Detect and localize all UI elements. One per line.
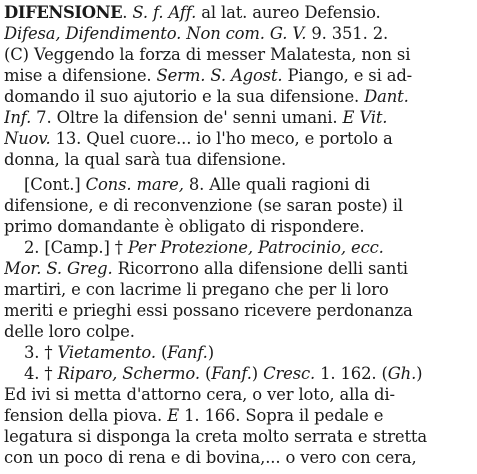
text-line bbox=[4, 215, 473, 238]
text-line bbox=[4, 299, 473, 322]
headword: DIFENSIONE bbox=[4, 3, 123, 22]
text-segment: martiri, e con lacrime li pregano che per li loro bbox=[4, 280, 389, 299]
text-segment: 8. Alle quali ragioni di bbox=[183, 175, 370, 194]
text-line bbox=[4, 106, 473, 129]
text-segment: [Cont.] bbox=[24, 175, 86, 194]
text-segment: donna, la qual sarà tua difensione. bbox=[4, 150, 287, 169]
text-segment: 13. Quel cuore... io l'ho meco, e portolo a bbox=[50, 129, 393, 148]
text-segment: difensione, e di reconvenzione (se saran poste) il bbox=[4, 196, 403, 215]
text-segment: Vietamento. bbox=[57, 343, 156, 362]
text-segment: (C) Veggendo la forza di messer Malatesta, non si bbox=[4, 45, 411, 64]
text-line bbox=[4, 85, 473, 108]
text-line bbox=[4, 64, 473, 87]
text-segment: domando il suo ajutorio e la sua difensione. bbox=[4, 87, 365, 106]
text-segment: Dant. bbox=[364, 87, 409, 106]
text-segment: ( bbox=[155, 343, 168, 362]
text-segment: Ricorrono alla difensione delli santi bbox=[112, 259, 408, 278]
text-segment: ) bbox=[207, 343, 214, 362]
text-segment: Difesa, Difendimento. Non com. G. V. bbox=[4, 24, 307, 43]
text-line bbox=[4, 22, 473, 45]
text-line bbox=[4, 341, 473, 364]
text-segment: S. f. Aff. bbox=[132, 3, 197, 22]
text-segment: fension della piova. bbox=[4, 406, 168, 425]
text-line bbox=[4, 383, 473, 406]
text-segment: Fanf. bbox=[167, 343, 208, 362]
text-segment: Serm. S. Agost. bbox=[156, 66, 283, 85]
text-segment: E Vit. bbox=[342, 108, 388, 127]
text-line bbox=[4, 43, 473, 66]
text-segment: Inf. bbox=[4, 108, 32, 127]
text-segment: Per Protezione, Patrocinio, ecc. bbox=[127, 238, 384, 257]
text-line bbox=[4, 1, 473, 24]
text-segment: Mor. S. Greg. bbox=[4, 259, 113, 278]
text-segment: Defensio. bbox=[304, 3, 381, 22]
text-segment: 9. 351. 2. bbox=[306, 24, 389, 43]
text-segment: 3. † bbox=[24, 343, 58, 362]
text-segment: 1. 162. ( bbox=[315, 364, 388, 383]
text-line bbox=[4, 127, 473, 150]
text-line bbox=[4, 257, 473, 280]
text-line bbox=[4, 194, 473, 217]
text-segment: Fanf. bbox=[211, 364, 252, 383]
text-segment: Cresc. bbox=[263, 364, 316, 383]
dictionary-page bbox=[4, 0, 473, 474]
text-segment: delle loro colpe. bbox=[4, 322, 135, 341]
text-segment: . bbox=[122, 3, 133, 22]
text-segment: ( bbox=[199, 364, 212, 383]
text-line bbox=[4, 278, 473, 301]
text-segment: E bbox=[167, 406, 180, 425]
text-segment: 2. [Camp.] † bbox=[24, 238, 128, 257]
text-line bbox=[4, 446, 473, 469]
text-segment: 1. 166. Sopra il pedale e bbox=[179, 406, 384, 425]
text-segment: Gh. bbox=[387, 364, 417, 383]
text-segment: Piango, e si ad- bbox=[282, 66, 413, 85]
text-segment: 7. Oltre la difension de' senni umani. bbox=[31, 108, 343, 127]
text-segment: mise a difensione. bbox=[4, 66, 157, 85]
text-segment: 4. † bbox=[24, 364, 58, 383]
text-line bbox=[4, 320, 473, 343]
text-line bbox=[4, 404, 473, 427]
text-segment: legatura si disponga la creta molto serrata e stretta bbox=[4, 427, 427, 446]
text-segment: Ed ivi si metta d'attorno cera, o ver loto, alla di- bbox=[4, 385, 395, 404]
text-line bbox=[4, 148, 473, 171]
text-segment: al lat. aureo bbox=[196, 3, 305, 22]
text-segment: Nuov. bbox=[4, 129, 51, 148]
text-line bbox=[4, 425, 473, 448]
text-line bbox=[4, 236, 473, 259]
text-segment: primo domandante è obligato di rispondere. bbox=[4, 217, 365, 236]
text-segment: con un poco di rena e di bovina,... o vero con cera, bbox=[4, 448, 417, 467]
text-segment: Riparo, Schermo. bbox=[57, 364, 200, 383]
text-line bbox=[4, 173, 473, 196]
text-segment: Cons. mare, bbox=[85, 175, 184, 194]
text-line bbox=[4, 362, 473, 385]
text-segment: meriti e prieghi essi possano ricevere perdonanza bbox=[4, 301, 413, 320]
text-segment: ) bbox=[416, 364, 423, 383]
text-segment: ) bbox=[251, 364, 264, 383]
